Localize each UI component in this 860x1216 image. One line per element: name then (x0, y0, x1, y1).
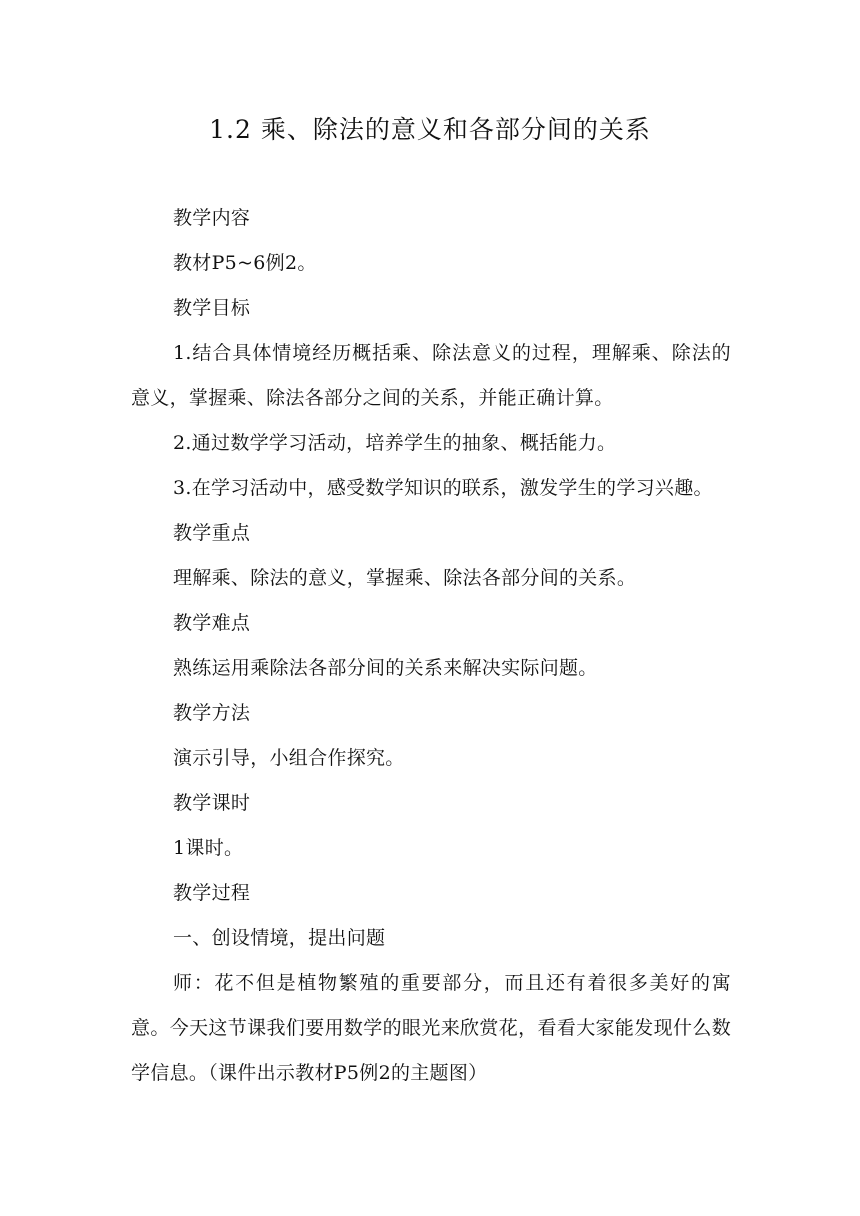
objective-2: 2.通过数学学习活动，培养学生的抽象、概括能力。 (173, 432, 617, 454)
paragraph-periods: 1课时。 (173, 837, 244, 859)
objective-3: 3.在学习活动中，感受数学知识的联系，激发学生的学习兴趣。 (173, 477, 713, 499)
paragraph-key-points: 理解乘、除法的意义，掌握乘、除法各部分间的关系。 (173, 567, 637, 589)
section-heading-periods: 教学课时 (173, 792, 251, 814)
subheading-step-1: 一、创设情境，提出问题 (173, 927, 386, 949)
section-heading-difficulties: 教学难点 (173, 612, 251, 634)
document-body (131, 196, 731, 1096)
section-heading-content: 教学内容 (173, 207, 251, 229)
section-heading-key-points: 教学重点 (173, 522, 251, 544)
section-heading-methods: 教学方法 (173, 702, 251, 724)
paragraph-methods: 演示引导，小组合作探究。 (173, 747, 405, 769)
paragraph-content: 教材P5~6例2。 (173, 252, 317, 274)
document-title: 1.2 乘、除法的意义和各部分间的关系 (209, 115, 651, 144)
section-heading-objectives: 教学目标 (173, 297, 251, 319)
paragraph-difficulties: 熟练运用乘除法各部分间的关系来解决实际问题。 (173, 657, 598, 679)
objective-1: 1.结合具体情境经历概括乘、除法意义的过程，理解乘、除法的意义，掌握乘、除法各部分之间的关系，并能正确计算。 (131, 342, 731, 409)
section-heading-process: 教学过程 (173, 882, 251, 904)
paragraph-teacher-intro: 师：花不但是植物繁殖的重要部分，而且还有着很多美好的寓意。今天这节课我们要用数学的眼光来欣赏花，看看大家能发现什么数学信息。（课件出示教材P5例2的主题图） (131, 972, 731, 1084)
